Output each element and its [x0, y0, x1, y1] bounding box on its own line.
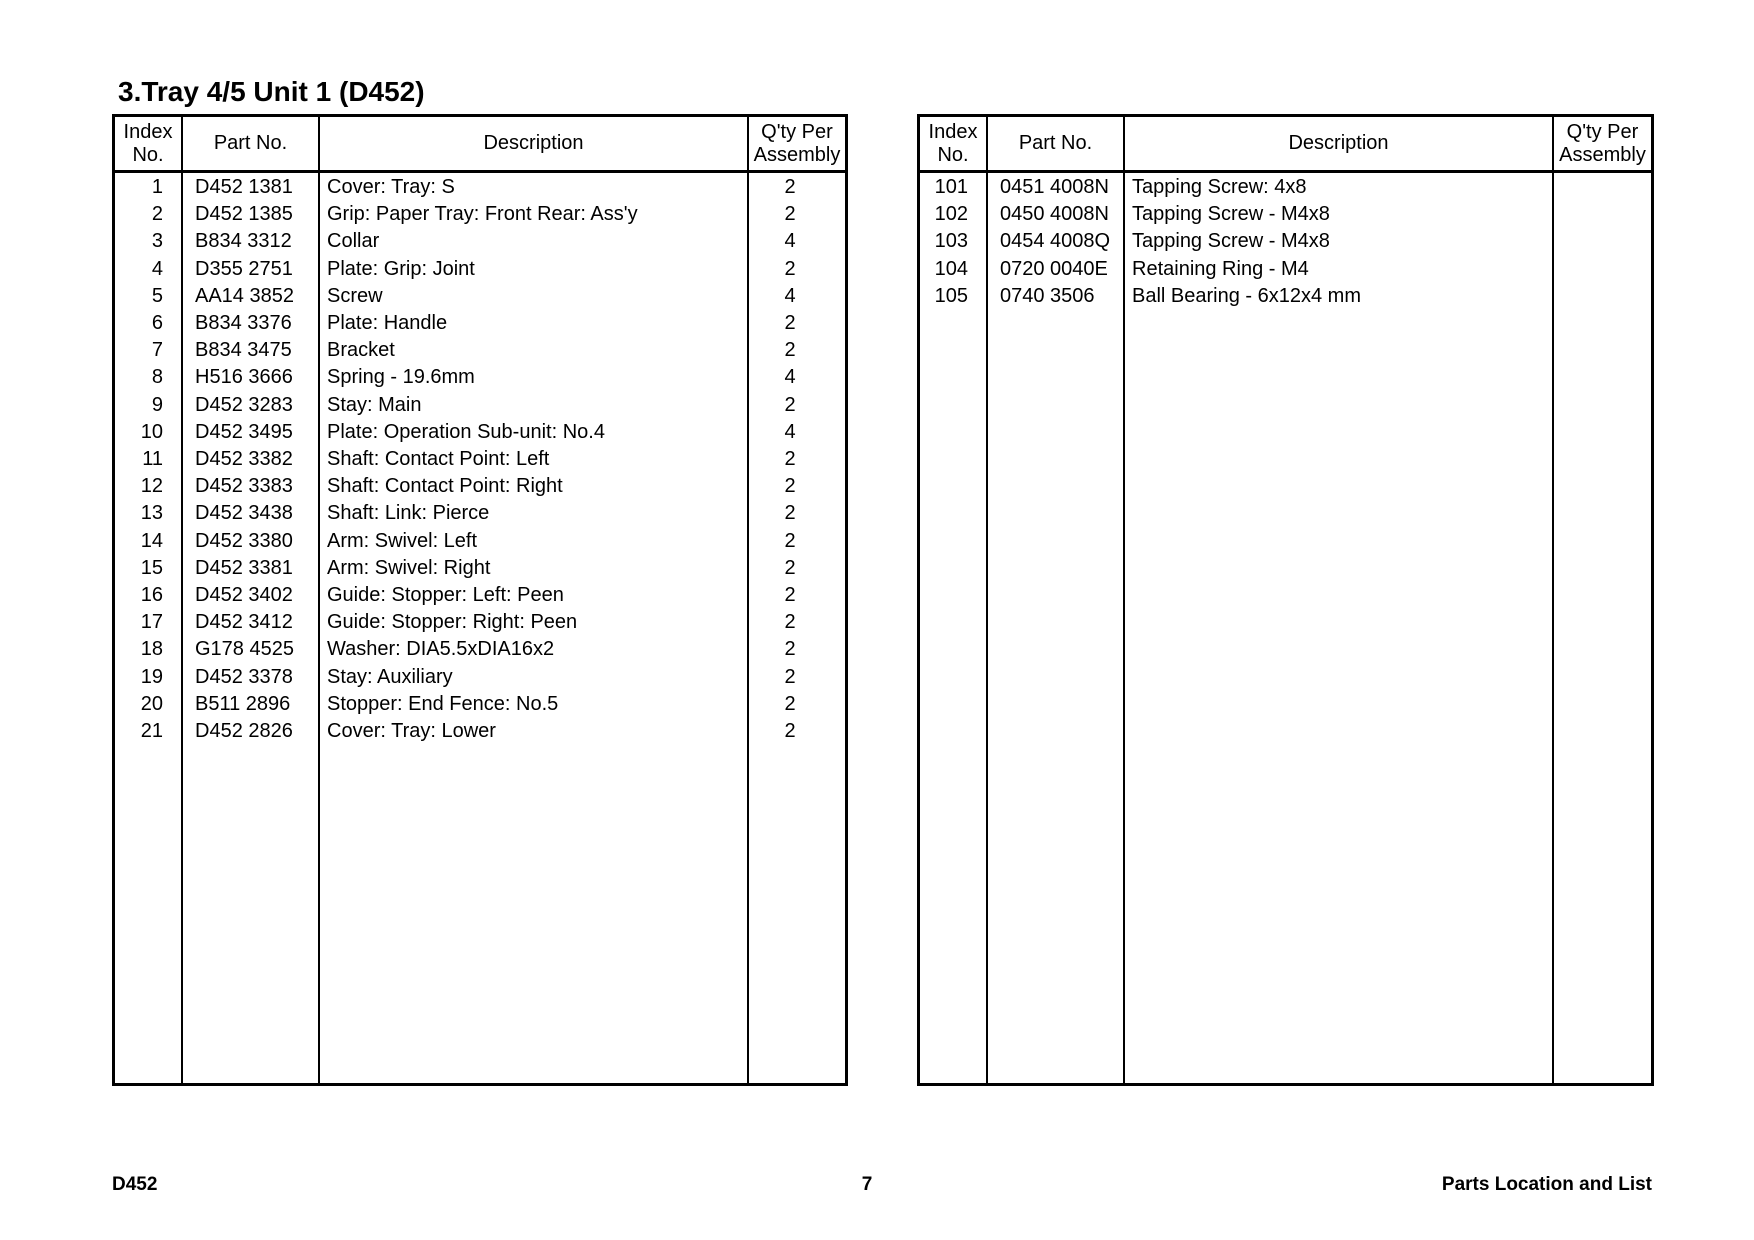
- cell-part-no: 0451 4008N: [1000, 176, 1109, 198]
- cell-description: Cover: Tray: Lower: [327, 720, 496, 742]
- table-row: [115, 174, 845, 201]
- cell-qty: 4: [784, 284, 796, 307]
- table-row: [115, 283, 845, 310]
- cell-part-no: D452 3381: [195, 556, 293, 579]
- table-row: [115, 664, 845, 691]
- table-row: [115, 310, 845, 337]
- cell-part-no: 0720 0040E: [1000, 257, 1108, 280]
- cell-part-no: D452 3412: [195, 611, 293, 634]
- cell-index: 15: [140, 556, 163, 579]
- header-part-no: Part No.: [1018, 132, 1093, 154]
- cell-index: 9: [151, 393, 163, 416]
- parts-table-left: [112, 114, 848, 1086]
- cell-index: 103: [934, 230, 968, 253]
- cell-description: Plate: Operation Sub-unit: No.4: [327, 420, 605, 443]
- cell-qty: 2: [784, 448, 796, 470]
- table-row: [115, 337, 845, 364]
- table-row: [920, 174, 1651, 201]
- cell-part-no: D452 3383: [195, 475, 293, 498]
- cell-index: 7: [151, 339, 163, 362]
- cell-description: Washer: DIA5.5xDIA16x2: [327, 638, 555, 661]
- header-part-no: Part No.: [213, 132, 288, 154]
- cell-part-no: B834 3312: [195, 230, 292, 253]
- footer-page-number: 7: [861, 1174, 873, 1195]
- cell-qty: [1554, 256, 1636, 283]
- cell-description: Arm: Swivel: Right: [327, 556, 491, 579]
- cell-description: Tapping Screw - M4x8: [1132, 230, 1330, 253]
- cell-part-no: D452 3495: [195, 420, 293, 443]
- cell-part-no: D452 3382: [195, 448, 293, 470]
- cell-description: Stay: Main: [327, 393, 422, 416]
- cell-qty: 2: [784, 257, 796, 280]
- cell-qty: 2: [784, 665, 796, 688]
- cell-qty: [1554, 283, 1636, 310]
- header-divider: [920, 170, 1651, 173]
- cell-index: 105: [934, 284, 968, 307]
- cell-index: 20: [140, 692, 163, 715]
- cell-part-no: 0454 4008Q: [1000, 230, 1111, 253]
- cell-description: Arm: Swivel: Left: [327, 529, 478, 552]
- header-description: Description: [483, 132, 584, 154]
- cell-index: 4: [151, 257, 163, 280]
- cell-part-no: D452 3283: [195, 393, 293, 416]
- cell-description: Guide: Stopper: Right: Peen: [327, 611, 578, 634]
- cell-description: Ball Bearing - 6x12x4 mm: [1132, 284, 1361, 307]
- header-qty: Q'ty Per Assembly: [753, 120, 841, 166]
- table-row: [920, 283, 1651, 310]
- cell-index: 14: [140, 529, 163, 552]
- table-row: [115, 582, 845, 609]
- cell-part-no: B834 3376: [195, 312, 292, 334]
- cell-qty: [1554, 174, 1636, 201]
- table-row: [920, 201, 1651, 228]
- cell-qty: 2: [784, 638, 796, 661]
- cell-part-no: B511 2896: [195, 692, 291, 715]
- cell-part-no: D452 3380: [195, 529, 293, 552]
- parts-table-right: [917, 114, 1654, 1086]
- cell-part-no: D452 1381: [195, 176, 293, 198]
- table-row: [115, 555, 845, 582]
- table-row: [115, 392, 845, 419]
- cell-part-no: AA14 3852: [195, 284, 294, 307]
- cell-description: Plate: Handle: [327, 312, 448, 334]
- cell-qty: [1554, 228, 1636, 255]
- header-description: Description: [1288, 132, 1389, 154]
- table-row: [115, 718, 845, 745]
- cell-qty: 2: [784, 339, 796, 362]
- table-row: [115, 528, 845, 555]
- cell-description: Stopper: End Fence: No.5: [327, 692, 559, 715]
- cell-qty: 2: [784, 692, 796, 715]
- table-row: [115, 609, 845, 636]
- cell-description: Plate: Grip: Joint: [327, 257, 475, 280]
- cell-index: 17: [140, 611, 163, 634]
- cell-index: 101: [934, 176, 968, 198]
- cell-description: Stay: Auxiliary: [327, 665, 453, 688]
- cell-index: 13: [140, 502, 163, 525]
- cell-index: 8: [151, 366, 163, 389]
- cell-part-no: D452 1385: [195, 203, 293, 226]
- cell-description: Retaining Ring - M4: [1132, 257, 1309, 280]
- cell-part-no: D452 3402: [195, 584, 293, 606]
- cell-part-no: D452 3378: [195, 665, 293, 688]
- cell-description: Collar: [327, 230, 380, 253]
- cell-index: 19: [140, 665, 163, 688]
- cell-index: 12: [140, 475, 163, 498]
- cell-index: 1: [151, 176, 163, 198]
- cell-qty: 2: [784, 529, 796, 552]
- cell-description: Screw: [327, 284, 383, 307]
- cell-index: 2: [151, 203, 163, 226]
- cell-part-no: B834 3475: [195, 339, 292, 362]
- cell-description: Tapping Screw - M4x8: [1132, 203, 1330, 226]
- cell-index: 21: [140, 720, 163, 742]
- cell-index: 5: [151, 284, 163, 307]
- cell-index: 11: [142, 448, 163, 470]
- table-row: [115, 256, 845, 283]
- cell-qty: 2: [784, 584, 796, 606]
- cell-qty: 4: [784, 420, 796, 443]
- footer-model: D452: [112, 1174, 158, 1195]
- table-row: [115, 473, 845, 500]
- cell-qty: 2: [784, 475, 796, 498]
- cell-description: Shaft: Contact Point: Right: [327, 475, 563, 498]
- cell-qty: 2: [784, 556, 796, 579]
- cell-qty: 2: [784, 312, 796, 334]
- table-row: [115, 691, 845, 718]
- cell-part-no: 0740 3506: [1000, 284, 1095, 307]
- footer-section: Parts Location and List: [1441, 1174, 1652, 1195]
- cell-description: Grip: Paper Tray: Front Rear: Ass'y: [327, 203, 638, 226]
- cell-part-no: 0450 4008N: [1000, 203, 1109, 226]
- cell-part-no: D355 2751: [195, 257, 293, 280]
- cell-index: 10: [140, 420, 163, 443]
- header-qty: Q'ty Per Assembly: [1559, 120, 1646, 166]
- cell-part-no: H516 3666: [195, 366, 293, 389]
- table-row: [115, 364, 845, 391]
- table-row: [115, 228, 845, 255]
- cell-index: 3: [151, 230, 163, 253]
- section-title: 3.Tray 4/5 Unit 1 (D452): [118, 76, 425, 107]
- cell-qty: 2: [784, 720, 796, 742]
- cell-qty: 4: [784, 230, 796, 253]
- cell-qty: 2: [784, 611, 796, 634]
- cell-index: 18: [140, 638, 163, 661]
- cell-qty: 2: [784, 176, 796, 198]
- cell-qty: 2: [784, 393, 796, 416]
- cell-part-no: D452 2826: [195, 720, 293, 742]
- table-row: [115, 500, 845, 527]
- header-index: Index No.: [123, 120, 173, 166]
- header-divider: [115, 170, 845, 173]
- cell-description: Shaft: Link: Pierce: [327, 502, 490, 525]
- cell-index: 104: [934, 257, 968, 280]
- cell-qty: 2: [784, 502, 796, 525]
- cell-index: 6: [151, 312, 163, 334]
- table-row: [115, 446, 845, 473]
- cell-part-no: G178 4525: [195, 638, 294, 661]
- cell-qty: 2: [784, 203, 796, 226]
- cell-description: Bracket: [327, 339, 395, 362]
- cell-description: Tapping Screw: 4x8: [1132, 176, 1307, 198]
- cell-index: 16: [140, 584, 163, 606]
- cell-description: Guide: Stopper: Left: Peen: [327, 584, 564, 606]
- cell-index: 102: [934, 203, 968, 226]
- cell-description: Cover: Tray: S: [327, 176, 455, 198]
- cell-qty: 4: [784, 366, 796, 389]
- table-row: [920, 256, 1651, 283]
- table-row: [115, 419, 845, 446]
- header-index: Index No.: [928, 120, 978, 166]
- cell-qty: [1554, 201, 1636, 228]
- cell-description: Shaft: Contact Point: Left: [327, 448, 550, 470]
- table-row: [920, 228, 1651, 255]
- cell-description: Spring - 19.6mm: [327, 366, 475, 389]
- cell-part-no: D452 3438: [195, 502, 293, 525]
- table-row: [115, 636, 845, 663]
- table-row: [115, 201, 845, 228]
